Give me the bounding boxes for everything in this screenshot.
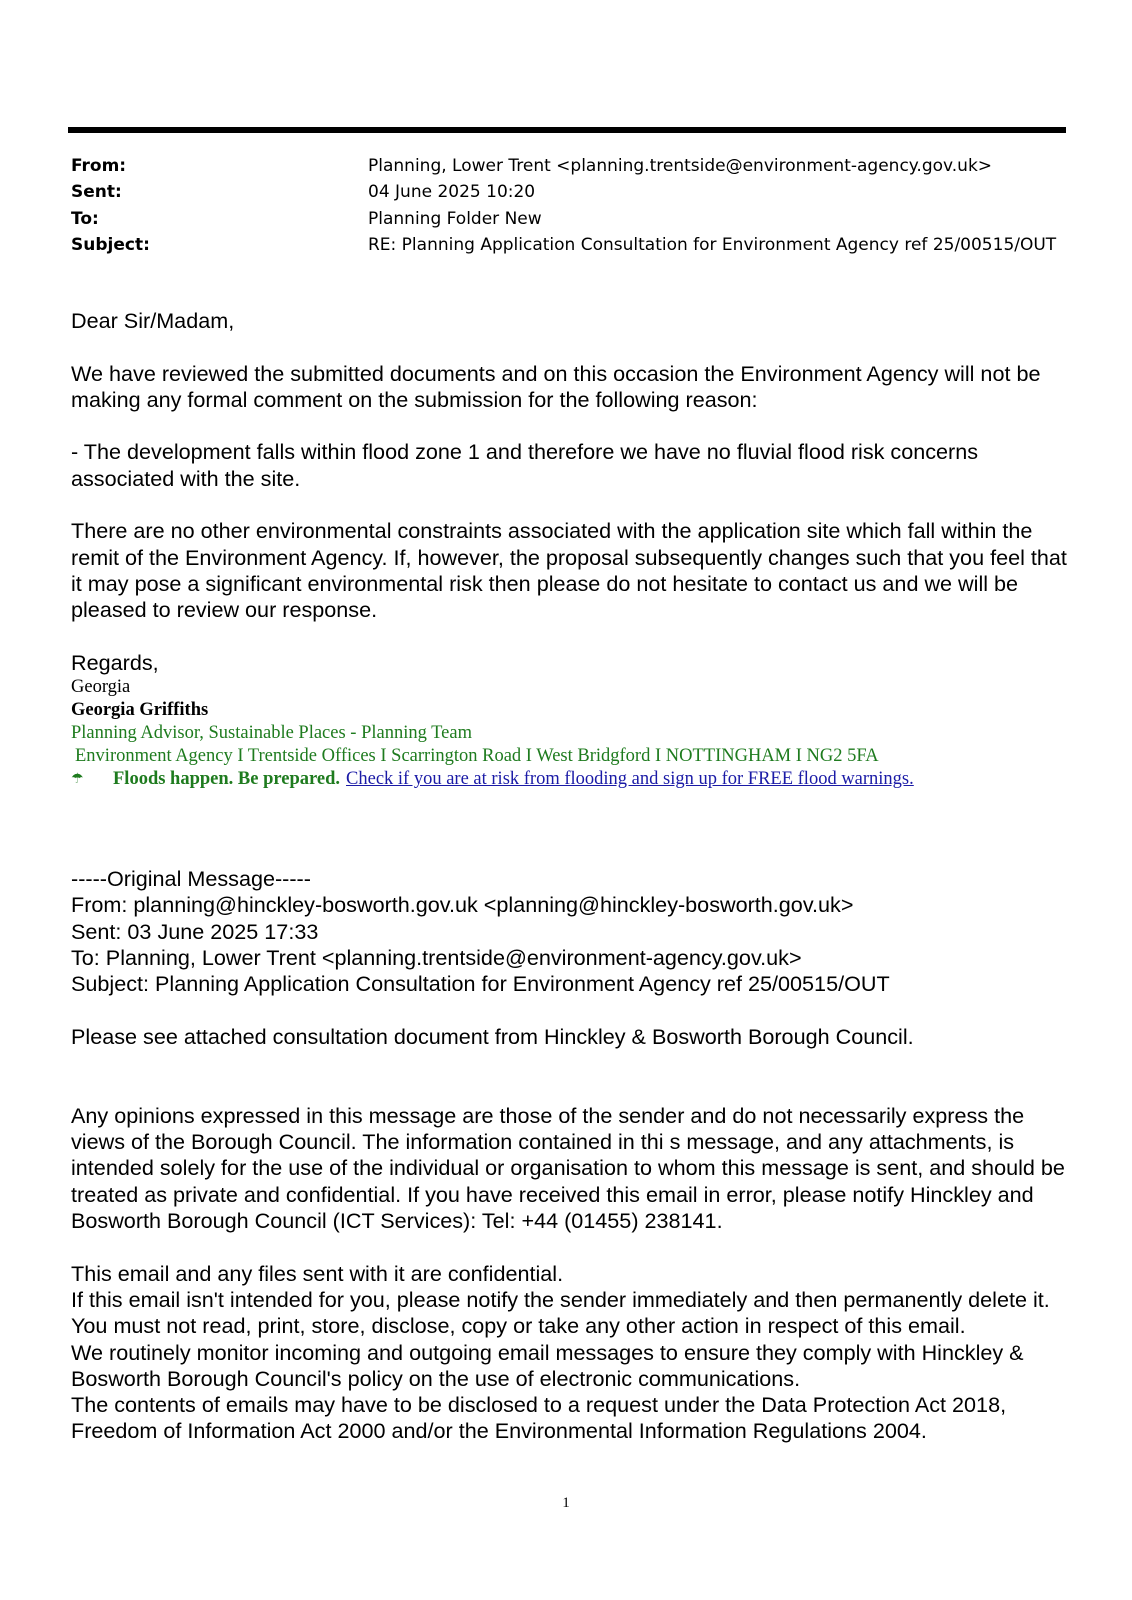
email-header bbox=[71, 153, 1071, 258]
signature-role: Planning Advisor, Sustainable Places - Planning Team bbox=[71, 723, 472, 744]
flood-warning-row bbox=[71, 768, 1071, 791]
disclaimer-paragraph: Any opinions expressed in this message are those of the sender and do not necessarily express the views of the Borough Council. The information contained in thi s message, and any attachments, is intended solely for the use of the individual or organisation to whom this message is sent, and should be treated as private and confidential. If you have received this email in error, please notify Hinckley and Bosworth Borough Council (ICT Services): Tel: +44 (01455) 238141. bbox=[71, 1102, 1065, 1234]
confidential-line-3: You must not read, print, store, disclose, copy or take any other action in respect of this email. bbox=[71, 1313, 966, 1339]
confidential-line-5: The contents of emails may have to be disclosed to a request under the Data Protection Act 2018, Freedom of Information Act 2000 and/or the Environmental Information Regulations 2004. bbox=[71, 1392, 1007, 1444]
original-from: From: planning@hinckley-bosworth.gov.uk <planning@hinckley-bosworth.gov.uk> bbox=[71, 892, 854, 918]
signature-first-name: Georgia bbox=[71, 677, 131, 698]
to-label: To: bbox=[71, 208, 99, 229]
umbrella-icon: ☂ bbox=[71, 772, 84, 788]
confidential-line-1: This email and any files sent with it are confidential. bbox=[71, 1260, 564, 1286]
to-value: Planning Folder New bbox=[368, 208, 542, 229]
confidential-line-4: We routinely monitor incoming and outgoing email messages to ensure they comply with Hinckley & Bosworth Borough Council's policy on the use of electronic communications. bbox=[71, 1339, 1024, 1391]
original-sent: Sent: 03 June 2025 17:33 bbox=[71, 918, 319, 944]
flood-warnings-link[interactable]: Check if you are at risk from flooding and sign up for FREE flood warnings. bbox=[346, 769, 914, 790]
to-row bbox=[71, 206, 1071, 232]
sent-label: Sent: bbox=[71, 182, 122, 203]
header-divider bbox=[68, 127, 1066, 133]
original-subject: Subject: Planning Application Consultation for Environment Agency ref 25/00515/OUT bbox=[71, 971, 890, 997]
from-row bbox=[71, 153, 1071, 179]
original-to: To: Planning, Lower Trent <planning.trentside@environment-agency.gov.uk> bbox=[71, 945, 802, 971]
confidential-line-2: If this email isn't intended for you, please notify the sender immediately and then permanently delete it. bbox=[71, 1286, 1050, 1312]
signature-full-name: Georgia Griffiths bbox=[71, 700, 209, 721]
regards: Regards, bbox=[71, 649, 159, 675]
body-paragraph-2: - The development falls within flood zone 1 and therefore we have no fluvial flood risk concerns associated with the site. bbox=[71, 439, 979, 491]
subject-label: Subject: bbox=[71, 234, 150, 255]
flood-tagline: Floods happen. Be prepared. bbox=[113, 769, 341, 790]
signature-address: Environment Agency I Trentside Offices I Scarrington Road I West Bridgford I NOTTINGHAM I NG2 5FA bbox=[75, 746, 879, 767]
page-number: 1 bbox=[562, 1495, 570, 1511]
body-paragraph-1: We have reviewed the submitted documents and on this occasion the Environment Agency will not be making any formal comment on the submission for the following reason: bbox=[71, 360, 1041, 412]
subject-row bbox=[71, 232, 1071, 258]
sent-value: 04 June 2025 10:20 bbox=[368, 182, 536, 203]
original-message-divider: -----Original Message----- bbox=[71, 866, 311, 892]
body-paragraph-3: There are no other environmental constraints associated with the application site which fall within the remit of the Environment Agency. If, however, the proposal subsequently changes such that you feel that it may pose a significant environmental risk then please do not hesitate to contact us and we will be pleased to review our response. bbox=[71, 518, 1067, 623]
email-body bbox=[71, 308, 1071, 1445]
from-value: Planning, Lower Trent <planning.trentside@environment-agency.gov.uk> bbox=[368, 156, 993, 176]
original-message-text: Please see attached consultation document from Hinckley & Bosworth Borough Council. bbox=[71, 1023, 914, 1049]
subject-value: RE: Planning Application Consultation for Environment Agency ref 25/00515/OUT bbox=[368, 234, 1057, 255]
from-label: From: bbox=[71, 156, 127, 176]
sent-row bbox=[71, 179, 1071, 205]
signature-block bbox=[71, 676, 1071, 791]
greeting: Dear Sir/Madam, bbox=[71, 308, 235, 333]
